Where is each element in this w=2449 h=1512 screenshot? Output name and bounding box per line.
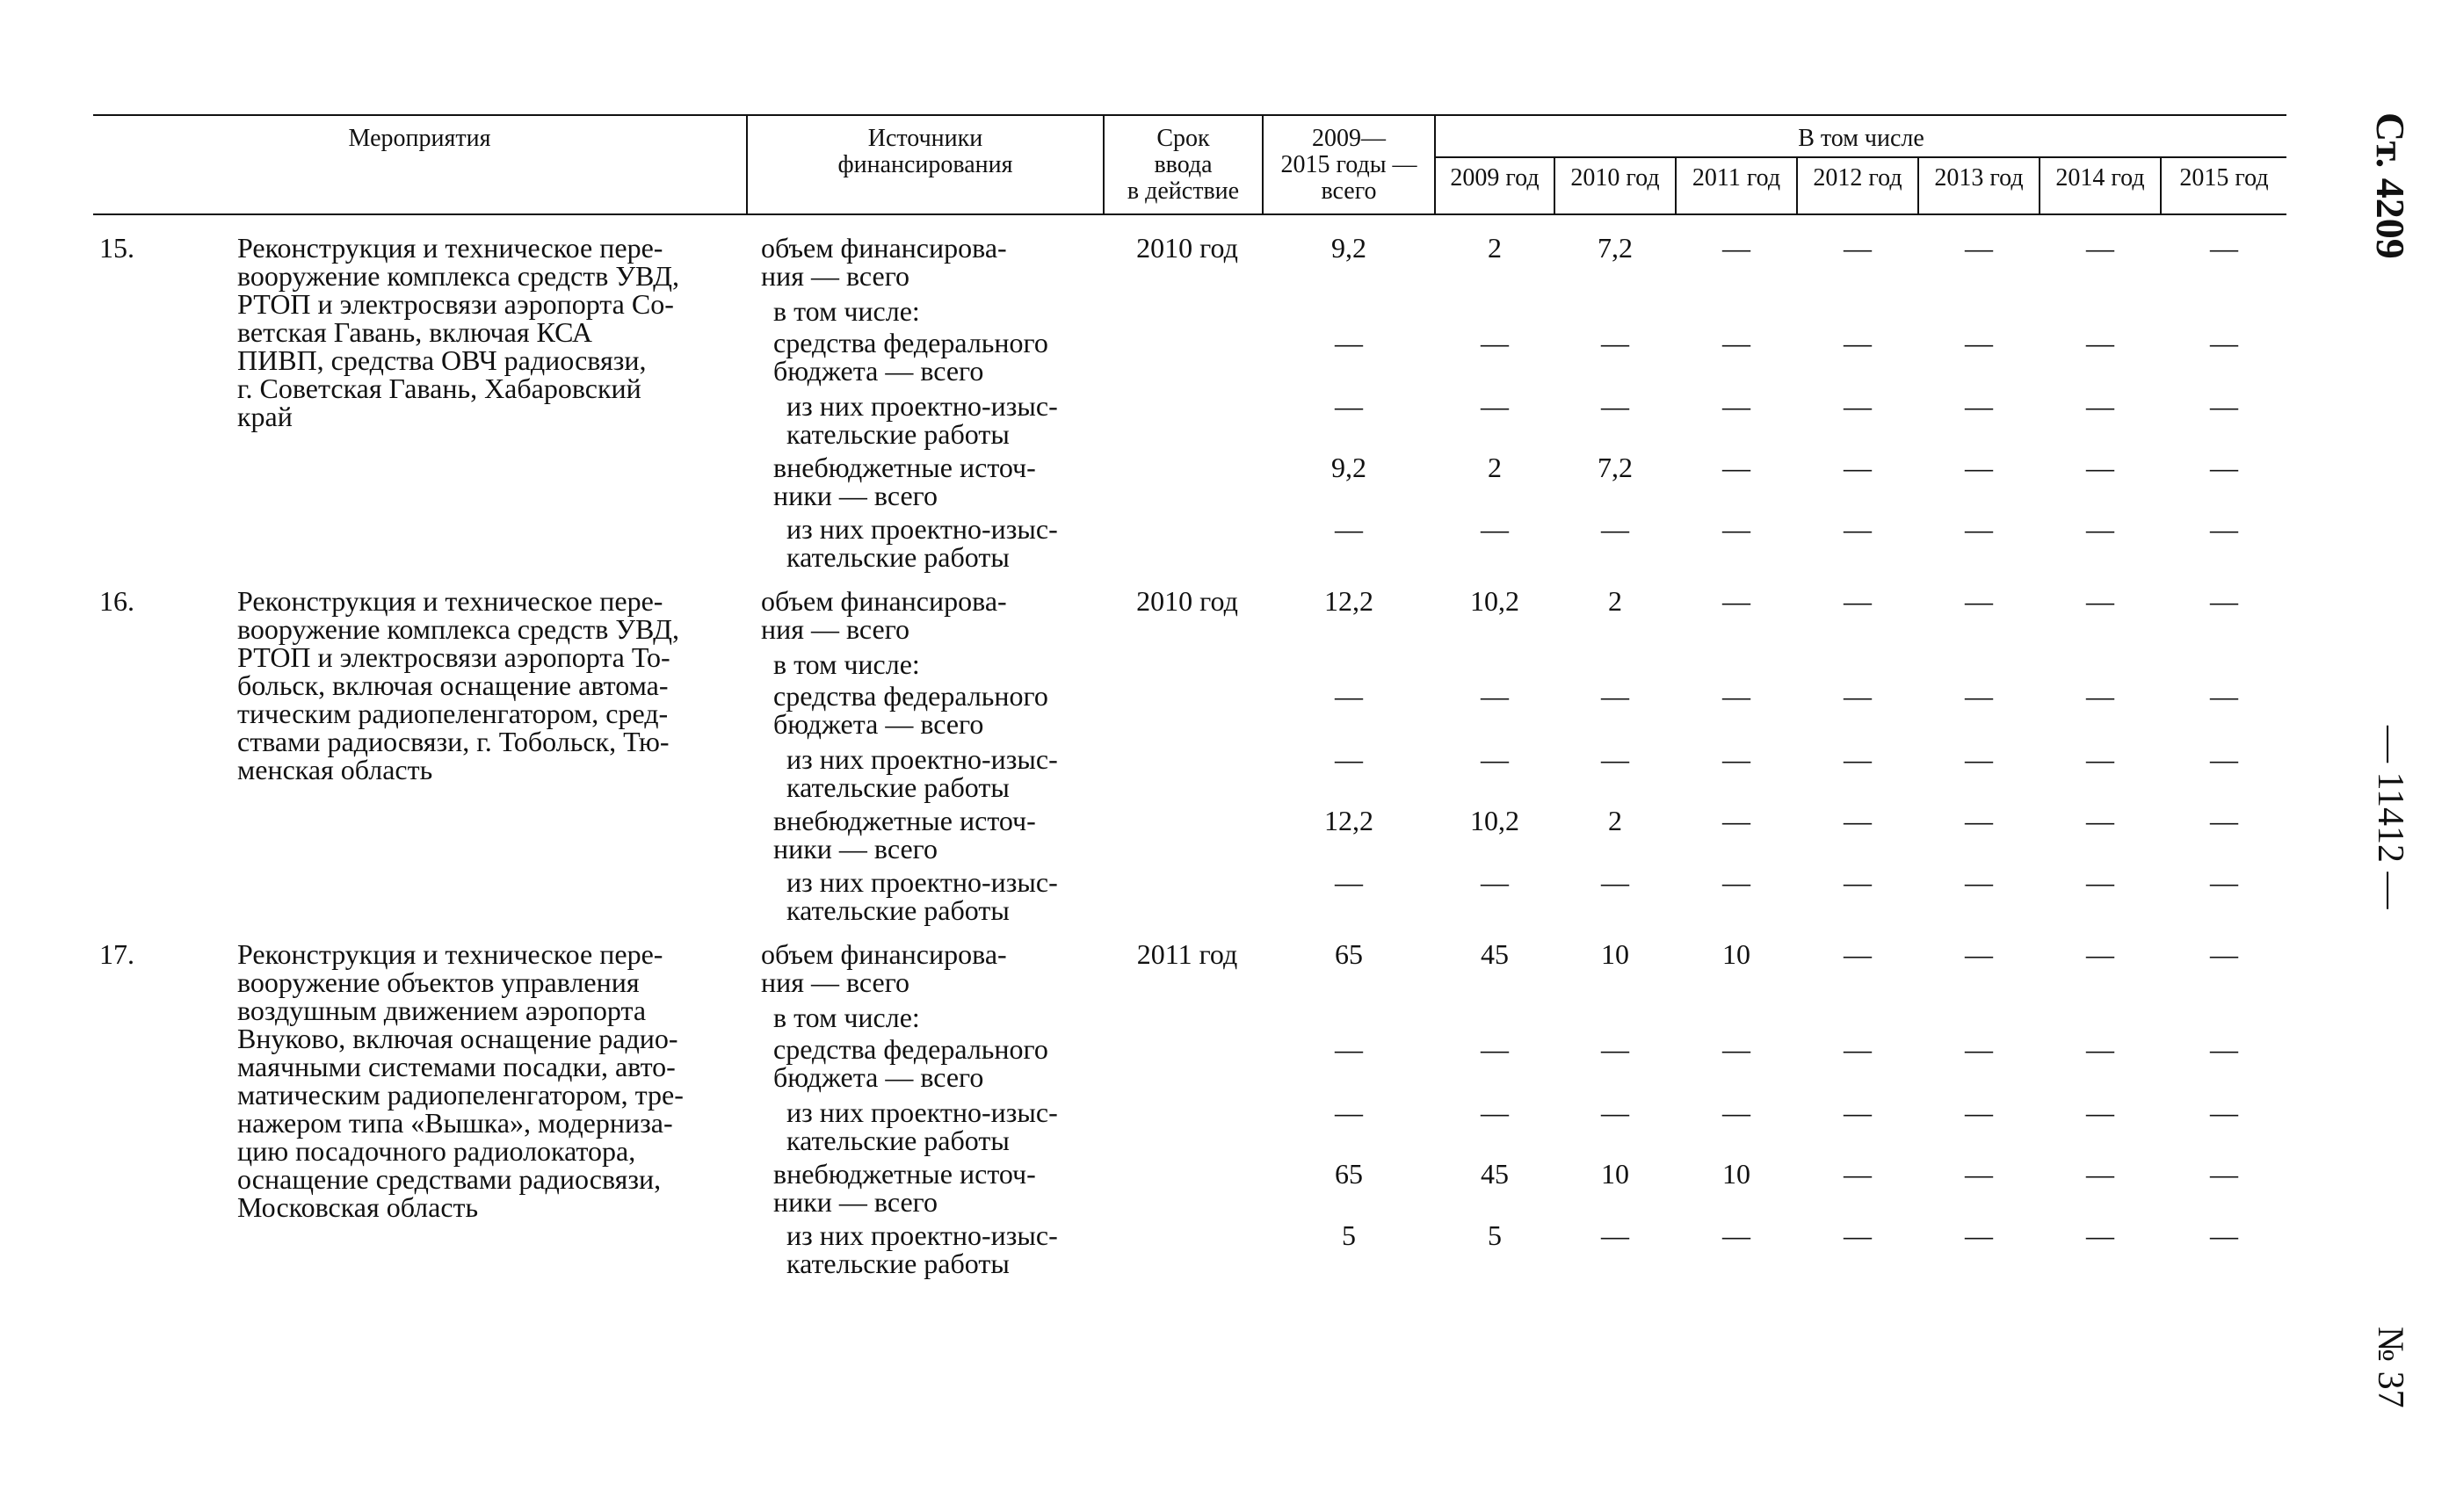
value-cell: —: [2086, 585, 2114, 617]
value-cell: —: [1965, 232, 1993, 264]
value-cell: —: [2086, 680, 2114, 712]
value-cell: —: [1965, 1033, 1993, 1065]
source-extra-design: из них проектно-изыс- кательские работы: [786, 513, 1058, 573]
year-header-2015: 2015 год: [2179, 164, 2269, 192]
row-title: Реконструкция и техническое пере- вооружение комплекса средств УВД, РТОП и электросвязи аэропорта То- больск, включая оснащение автома- тическим радиопеленгатором, сред- ствами радиосвязи, г. Тобольск, Тю- менская область: [237, 585, 679, 785]
value-cell: —: [1844, 1219, 1872, 1251]
value-cell: —: [2086, 327, 2114, 358]
value-cell: —: [2210, 327, 2238, 358]
value-cell: —: [1844, 680, 1872, 712]
value-cell: —: [2210, 743, 2238, 775]
value-cell: —: [1722, 390, 1750, 422]
value-cell: —: [1722, 232, 1750, 264]
source-extra: внебюджетные источ- ники — всего: [773, 1158, 1036, 1218]
value-cell: —: [1722, 513, 1750, 545]
value-cell: —: [1965, 1096, 1993, 1128]
table-top-rule: [93, 114, 2286, 116]
header-bottom-rule: [93, 213, 2286, 215]
value-cell: —: [1601, 680, 1629, 712]
value-cell: —: [1601, 1033, 1629, 1065]
value-cell: —: [1722, 1219, 1750, 1251]
value-cell: 5: [1488, 1219, 1502, 1251]
value-cell: —: [1965, 1219, 1993, 1251]
value-cell: —: [1601, 866, 1629, 898]
value-cell: —: [1601, 1096, 1629, 1128]
value-cell: —: [2210, 1219, 2238, 1251]
value-cell: 7,2: [1598, 452, 1633, 483]
value-cell: —: [2210, 938, 2238, 970]
value-cell: —: [1335, 866, 1363, 898]
year-header-2009: 2009 год: [1450, 164, 1540, 192]
value-cell: —: [1844, 232, 1872, 264]
value-cell: —: [1481, 743, 1509, 775]
value-cell: —: [1965, 680, 1993, 712]
value-cell: —: [2086, 513, 2114, 545]
value-cell: —: [1844, 805, 1872, 836]
value-cell: —: [1335, 513, 1363, 545]
year-header-2011: 2011 год: [1692, 164, 1781, 192]
source-total: объем финансирова- ния — всего: [761, 585, 1007, 645]
value-cell: —: [2086, 232, 2114, 264]
header-total: 2009— 2015 годы — всего: [1280, 125, 1417, 205]
value-cell: —: [1481, 1096, 1509, 1128]
value-cell: —: [1965, 938, 1993, 970]
value-cell: —: [1722, 680, 1750, 712]
value-cell: —: [1844, 390, 1872, 422]
source-federal-design: из них проектно-изыс- кательские работы: [786, 1096, 1058, 1156]
value-cell: —: [2086, 1033, 2114, 1065]
value-cell: —: [1722, 866, 1750, 898]
value-cell: —: [2210, 1158, 2238, 1190]
value-cell: —: [1481, 513, 1509, 545]
year-header-rule: [1434, 156, 2286, 158]
value-cell: —: [2086, 452, 2114, 483]
value-cell: —: [1335, 743, 1363, 775]
value-cell: —: [1481, 390, 1509, 422]
source-federal: средства федерального бюджета — всего: [773, 1033, 1048, 1093]
value-cell: 2: [1488, 232, 1502, 264]
value-cell: —: [2086, 1219, 2114, 1251]
value-cell: 65: [1335, 1158, 1363, 1190]
header-sources: Источники финансирования: [837, 125, 1013, 178]
value-cell: —: [2086, 1096, 2114, 1128]
source-federal-design: из них проектно-изыс- кательские работы: [786, 743, 1058, 803]
source-including: в том числе:: [773, 295, 920, 327]
row-number: 16.: [99, 585, 134, 617]
value-cell: —: [1844, 1033, 1872, 1065]
value-cell: —: [2086, 1158, 2114, 1190]
value-cell: —: [1844, 866, 1872, 898]
value-cell: —: [1965, 743, 1993, 775]
value-cell: —: [1481, 680, 1509, 712]
year-header-2012: 2012 год: [1813, 164, 1902, 192]
value-cell: —: [1481, 1033, 1509, 1065]
value-cell: —: [1601, 327, 1629, 358]
value-cell: —: [1844, 743, 1872, 775]
value-cell: —: [2210, 232, 2238, 264]
year-header-2014: 2014 год: [2055, 164, 2145, 192]
year-header-2010: 2010 год: [1570, 164, 1660, 192]
value-cell: —: [1722, 585, 1750, 617]
value-cell: —: [1844, 452, 1872, 483]
value-cell: —: [2210, 585, 2238, 617]
source-extra-design: из них проектно-изыс- кательские работы: [786, 1219, 1058, 1279]
commissioning-term: 2010 год: [1136, 232, 1238, 264]
value-cell: —: [1722, 327, 1750, 358]
value-cell: —: [2086, 805, 2114, 836]
value-cell: —: [1722, 1033, 1750, 1065]
header-including: В том числе: [1798, 125, 1924, 152]
value-cell: —: [1722, 805, 1750, 836]
value-cell: —: [2210, 866, 2238, 898]
value-cell: —: [2086, 390, 2114, 422]
value-cell: —: [2086, 938, 2114, 970]
value-cell: 10: [1722, 938, 1750, 970]
header-measures: Мероприятия: [348, 125, 491, 152]
value-cell: —: [2210, 513, 2238, 545]
value-cell: 2: [1608, 805, 1622, 836]
value-cell: —: [1481, 866, 1509, 898]
value-cell: —: [1601, 1219, 1629, 1251]
value-cell: —: [2210, 805, 2238, 836]
source-total: объем финансирова- ния — всего: [761, 938, 1007, 998]
commissioning-term: 2011 год: [1136, 938, 1238, 970]
value-cell: 12,2: [1324, 805, 1373, 836]
row-title: Реконструкция и техническое пере- вооружение комплекса средств УВД, РТОП и электросвязи аэропорта Со- ветская Гавань, включая КСА ПИВП, средства ОВЧ радиосвязи, г. Советская Гавань, Хабаровский край: [237, 232, 679, 432]
value-cell: —: [1481, 327, 1509, 358]
value-cell: —: [2210, 452, 2238, 483]
commissioning-term: 2010 год: [1136, 585, 1238, 617]
source-including: в том числе:: [773, 648, 920, 680]
value-cell: —: [1601, 513, 1629, 545]
value-cell: —: [1844, 1158, 1872, 1190]
value-cell: —: [1601, 390, 1629, 422]
value-cell: —: [1965, 452, 1993, 483]
value-cell: —: [1722, 1096, 1750, 1128]
year-header-2013: 2013 год: [1934, 164, 2024, 192]
value-cell: —: [1965, 513, 1993, 545]
value-cell: 9,2: [1331, 232, 1366, 264]
value-cell: 2: [1488, 452, 1502, 483]
value-cell: —: [1965, 585, 1993, 617]
value-cell: —: [1335, 390, 1363, 422]
source-extra: внебюджетные источ- ники — всего: [773, 805, 1036, 865]
value-cell: —: [1335, 327, 1363, 358]
source-extra-design: из них проектно-изыс- кательские работы: [786, 866, 1058, 926]
value-cell: —: [2086, 866, 2114, 898]
value-cell: —: [1844, 513, 1872, 545]
value-cell: —: [1965, 805, 1993, 836]
value-cell: —: [2086, 743, 2114, 775]
value-cell: —: [1965, 390, 1993, 422]
value-cell: 7,2: [1598, 232, 1633, 264]
value-cell: 45: [1481, 1158, 1509, 1190]
value-cell: 10,2: [1470, 805, 1519, 836]
value-cell: —: [1335, 1033, 1363, 1065]
value-cell: 65: [1335, 938, 1363, 970]
value-cell: —: [1965, 1158, 1993, 1190]
value-cell: —: [2210, 390, 2238, 422]
value-cell: 5: [1342, 1219, 1356, 1251]
value-cell: —: [1722, 743, 1750, 775]
value-cell: —: [1335, 1096, 1363, 1128]
value-cell: —: [1722, 452, 1750, 483]
value-cell: —: [1601, 743, 1629, 775]
value-cell: —: [2210, 1033, 2238, 1065]
row-title: Реконструкция и техническое пере- вооружение объектов управления воздушным движением аэропорта Внуково, включая оснащение радио- маячными системами посадки, авто- матическим радиопеленгатором, тре- нажером типа «Вышка», модерниза- цию посадочного радиолокатора, оснащение средствами радиосвязи, Московская область: [237, 938, 684, 1223]
value-cell: 12,2: [1324, 585, 1373, 617]
source-extra: внебюджетные источ- ники — всего: [773, 452, 1036, 511]
source-federal-design: из них проектно-изыс- кательские работы: [786, 390, 1058, 450]
value-cell: 2: [1608, 585, 1622, 617]
row-number: 17.: [99, 938, 134, 970]
value-cell: 10: [1601, 938, 1629, 970]
header-term: Срок ввода в действие: [1127, 125, 1240, 205]
value-cell: —: [1335, 680, 1363, 712]
value-cell: 9,2: [1331, 452, 1366, 483]
value-cell: —: [1965, 327, 1993, 358]
source-federal: средства федерального бюджета — всего: [773, 327, 1048, 387]
value-cell: —: [1844, 1096, 1872, 1128]
source-federal: средства федерального бюджета — всего: [773, 680, 1048, 740]
value-cell: 45: [1481, 938, 1509, 970]
source-including: в том числе:: [773, 1002, 920, 1033]
document-page: Мероприятия Источники финансирования Срок ввода в действие 2009— 2015 годы — всего В том числе 2009 год 2010 год 2011 год 2012 год 2013 год 2014 год 2015 год 15. Реконструкция и техническое пере- вооружение комплекса средств УВД, РТОП и электросвязи аэропорта Со- ветская Гавань, включая КСА ПИВП, средства ОВЧ радиосвязи, г. Советская Гавань, Хабаровский край объем финансирова- ния — всего в том числе: средства федерального бюджета — всего из них проектно-изыс- кательские работы внебюджетные источ- ники — всего из них проектно-изыс- кательские работы 2010 год 9,2 2 7,2 — — — — — — — — — — — — — — — — — — — — — 9,2 2 7,2 — — — — — — — — — — — — — 16. Реконструкция и техническое пере- вооружение комплекса средств УВД, РТОП и электросвязи аэропорта То- больск, включая оснащение автома- тическим радиопеленгатором, сред- ствами радиосвязи, г. Тобольск, Тю- менская область объем финансирова- ния — всего в том числе: средства федерального бюджета — всего из них проектно-изыс- кательские работы внебюджетные источ- ники — всего из них проектно-изыс- кательские работы 2010 год 12,2 10,2 2 — — — — — — — — — — — — — — — — — — — — — 12,2 10,2 2 — — — — — — — — — — — — — 17. Реконструкция и техническое пере- вооружение объектов управления воздушным движением аэропорта Внуково, включая оснащение радио- маячными системами посадки, авто- матическим радиопеленгатором, тре- нажером типа «Вышка», модерниза- цию посадочного радиолокатора, оснащение средствами радиосвязи, Московская область объем финансирова- ния — всего в том числе: средства федерального бюджета — всего из них проектно-изыс- кательские работы внебюджетные источ- ники — всего из них проектно-изыс- кательские работы 2011 год 65 45 10 10 — — — — — — — — — — — — — — — — — — — — 65 45 10 10 — — — — 5 5 — — — — — — Ст. 4209 — 11412 — № 37: [0, 0, 2449, 1512]
value-cell: —: [1844, 938, 1872, 970]
value-cell: —: [2210, 1096, 2238, 1128]
source-total: объем финансирова- ния — всего: [761, 232, 1007, 292]
value-cell: —: [1844, 585, 1872, 617]
value-cell: 10: [1722, 1158, 1750, 1190]
value-cell: 10: [1601, 1158, 1629, 1190]
row-number: 15.: [99, 232, 134, 264]
value-cell: —: [1965, 866, 1993, 898]
value-cell: —: [1844, 327, 1872, 358]
value-cell: 10,2: [1470, 585, 1519, 617]
value-cell: —: [2210, 680, 2238, 712]
